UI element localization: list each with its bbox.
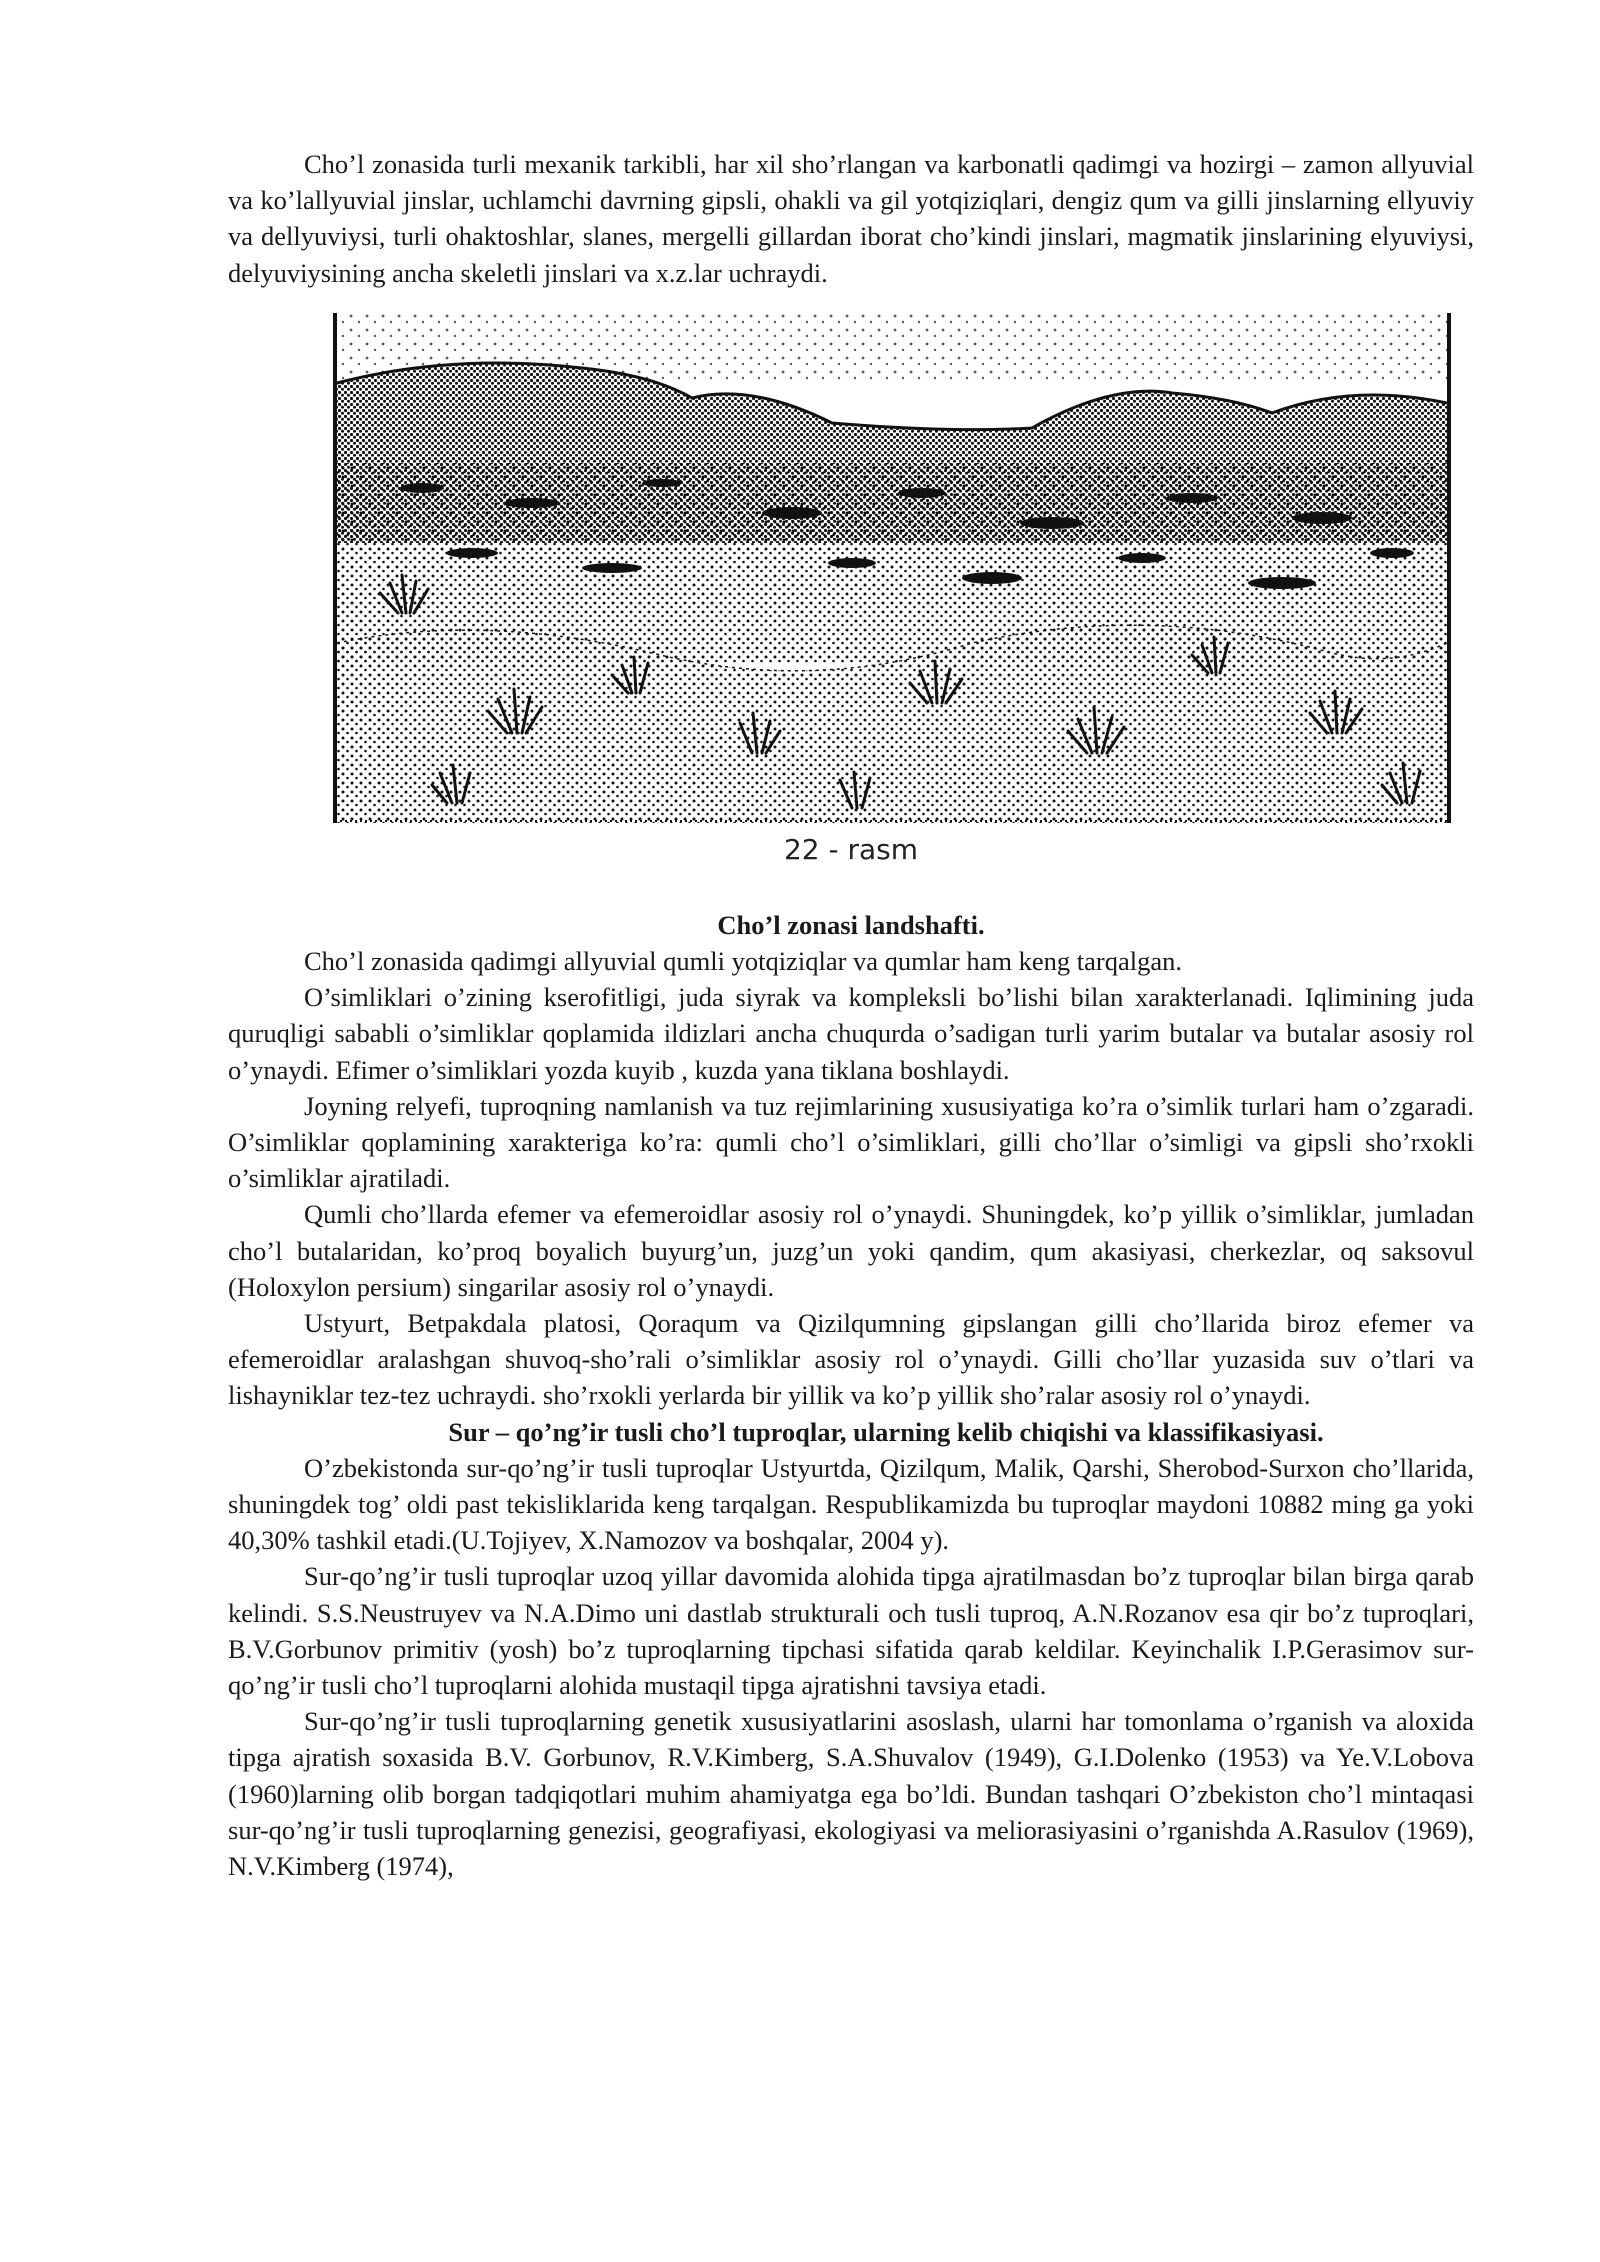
figure-label: 22 - rasm (783, 832, 919, 866)
paragraph: Sur-qo’ng’ir tusli tuproqlarning genetik xususiyatlarini asoslash, ularni har tomonlama o’rganish va aloxida tipga ajratish soxasida B.V. Gorbunov, R.V.Kimberg, S.A.Shuvalov (1949), G.I.Dolenko (1953) va Ye.V.Lobova (1960)larning olib borgan tadqiqotlari muhim ahamiyatga ega bo’ldi. Bundan tashqari O’zbekiston cho’l mintaqasi sur-qo’ng’ir tusli tuproqlarning genezisi, geografiyasi, ekologiyasi va meliorasiyasini o’rganishda A.Rasulov (1969), N.V.Kimberg (1974), (228, 1706, 1474, 1882)
document-page (228, 146, 1474, 1884)
desert-landscape-illustration (332, 313, 1452, 823)
paragraph: Cho’l zonasida qadimgi allyuvial qumli yotqiziqlar va qumlar ham keng tarqalgan. (304, 946, 1182, 977)
figure-title: Cho’l zonasi landshafti. (717, 909, 985, 940)
section-heading: Sur – qo’ng’ir tusli cho’l tuproqlar, ularning kelib chiqishi va klassifikasiyasi. (448, 1416, 1324, 1447)
paragraph: Joyning relyefi, tuproqning namlanish va tuz rejimlarining xususiyatiga ko’ra o’simlik turlari ham o’zgaradi. O’simliklar qoplamining xarakteriga ko’ra: qumli cho’l o’simliklari, gilli cho’llar o’simligi va gipsli sho’rxokli o’simliklar ajratiladi. (228, 1090, 1474, 1194)
paragraph: O’simliklari o’zining kserofitligi, juda siyrak va kompleksli bo’lishi bilan xarakterlanadi. Iqlimining juda quruqligi sababli o’simliklar qoplamida ildizlari ancha chuqurda o’sadigan turli yarim butalar va butalar asosiy rol o’ynaydi. Efimer o’simliklari yozda kuyib , kuzda yana tiklana boshlaydi. (228, 982, 1474, 1085)
paragraph: Qumli cho’llarda efemer va efemeroidlar asosiy rol o’ynaydi. Shuningdek, ko’p yillik o’simliklar, jumladan cho’l butalaridan, ko’proq boyalich buyurg’un, juzg’un yoki qandim, qum akasiyasi, cherkezlar, oq saksovul (Holoxylon persium) singarilar asosiy rol o’ynaydi. (228, 1199, 1474, 1302)
paragraph: O’zbekistonda sur-qo’ng’ir tusli tuproqlar Ustyurtda, Qizilqum, Malik, Qarshi, Sherobod-Surxon cho’llarida, shuningdek tog’ oldi past tekisliklarida keng tarqalgan. Respublikamizda bu tuproqlar maydoni 10882 ming ga yoki 40,30% tashkil etadi.(U.Tojiyev, X.Namozov va boshqalar, 2004 y). (228, 1452, 1474, 1556)
paragraph: Sur-qo’ng’ir tusli tuproqlar uzoq yillar davomida alohida tipga ajratilmasdan bo’z tuproqlar bilan birga qarab kelindi. S.S.Neustruyev va N.A.Dimo uni dastlab strukturali och tusli tuproq, A.N.Rozanov esa qir bo’z tuproqlari, B.V.Gorbunov primitiv (yosh) bo’z tuproqlarning tipchasi sifatida qarab keldilar. Keyinchalik I.P.Gerasimov sur-qo’ng’ir tusli cho’l tuproqlarni alohida mustaqil tipga ajratishni tavsiya etadi. (228, 1561, 1474, 1701)
intro-paragraph: Cho’l zonasida turli mexanik tarkibli, har xil sho’rlangan va karbonatli qadimgi va hozirgi – zamon allyuvial va ko’lallyuvial jinslar, uchlamchi davrning gipsli, ohakli va gil yotqiziqlari, dengiz qum va gilli jinslarning ellyuviy va dellyuviysi, turli ohaktoshlar, slanes, mergelli gillardan iborat cho’kindi jinslari, magmatik jinslarining elyuviysi, delyuviysining ancha skeletli jinslari va x.z.lar uchraydi. (228, 149, 1474, 288)
paragraph: Ustyurt, Betpakdala platosi, Qoraqum va Qizilqumning gipslangan gilli cho’llarida biroz efemer va efemeroidlar aralashgan shuvoq-sho’rali o’simliklar asosiy rol o’ynaydi. Gilli cho’llar yuzasida suv o’tlari va lishayniklar tez-tez uchraydi. sho’rxokli yerlarda bir yillik va ko’p yillik sho’ralar asosiy rol o’ynaydi. (228, 1308, 1474, 1411)
figure-desert-landscape (228, 313, 1474, 907)
